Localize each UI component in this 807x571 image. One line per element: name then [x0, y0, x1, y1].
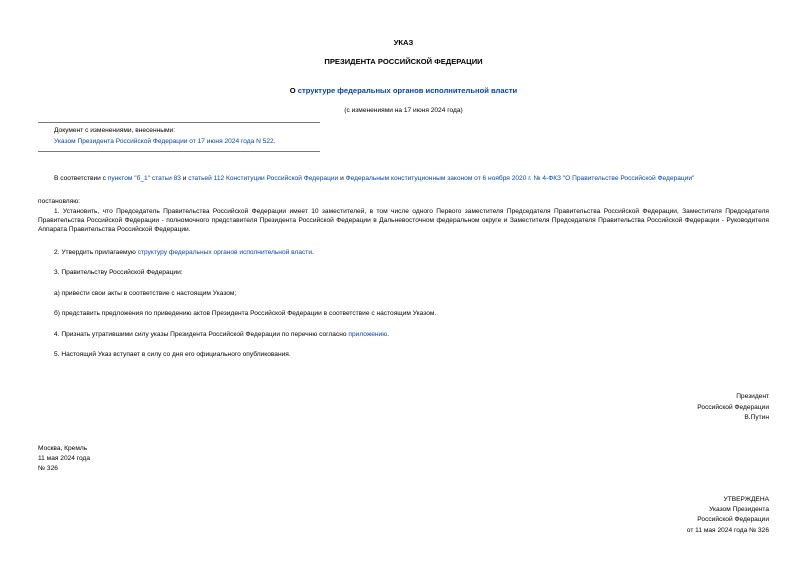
decree-issuer: ПРЕЗИДЕНТА РОССИЙСКОЙ ФЕДЕРАЦИИ — [324, 57, 483, 66]
subject-prefix: О — [289, 86, 298, 95]
preamble-link-article-83[interactable]: пунктом "б_1" статьи 83 — [107, 175, 181, 182]
item-2-end: . — [312, 249, 314, 256]
divider-top — [38, 122, 320, 123]
date: 11 мая 2024 года — [38, 455, 91, 462]
item-2-link[interactable]: структуру федеральных органов исполнительной власти — [137, 249, 312, 256]
approved-date: от 11 мая 2024 года № 326 — [686, 527, 769, 534]
decree-title: УКАЗ — [393, 38, 414, 47]
preamble-text-3: и — [338, 175, 346, 182]
approved-label: УТВЕРЖДЕНА — [723, 496, 769, 503]
changes-link[interactable]: Указом Президента Российской Федерации от 17 июня 2024 года N 522. — [54, 138, 276, 145]
amendment-note: (с изменениями на 17 июня 2024 года) — [344, 107, 463, 114]
item-5: 5. Настоящий Указ вступает в силу со дня его официального опубликования. — [54, 351, 291, 358]
subject-link[interactable]: структуре федеральных органов исполнительной власти — [297, 86, 518, 95]
preamble-link-fkz[interactable]: Федеральным конституционным законом от 6 ноября 2020 г. № 4-ФКЗ "О Правительстве Российской Федерации" — [345, 175, 695, 182]
approved-by: Указом Президента — [709, 506, 769, 513]
item-2 — [54, 248, 314, 257]
divider-bottom — [38, 151, 320, 152]
item-2-text: 2. Утвердить прилагаемую — [54, 249, 138, 256]
approved-org: Российской Федерации — [697, 516, 769, 523]
item-4-end: . — [387, 331, 390, 338]
preamble-text-1: В соответствии с — [54, 175, 108, 182]
preamble-link-article-112[interactable]: статьей 112 Конституции Российской Федерации — [188, 175, 339, 182]
decree-subject — [0, 86, 807, 95]
preamble-text-2: и — [180, 175, 189, 182]
item-4 — [54, 330, 389, 339]
item-3: 3. Правительству Российской Федерации: — [54, 269, 183, 276]
signature-org: Российской Федерации — [697, 404, 769, 411]
changes-label: Документ с изменениями, внесенными: — [54, 127, 176, 134]
signature-name: В.Путин — [744, 414, 769, 421]
decree-number: № 326 — [38, 465, 58, 472]
item-3a: а) привести свои акты в соответствие с настоящим Указом; — [54, 290, 237, 297]
signature-title: Президент — [736, 393, 769, 400]
place: Москва, Кремль — [38, 445, 88, 452]
preamble — [54, 174, 774, 183]
decree-word: постановляю: — [38, 198, 81, 205]
item-1: 1. Установить, что Председатель Правительства Российской Федерации имеет 10 заместителей, в том числе одного Первого заместителя Председателя Правительства Российской Федерации, Заместителя Председателя Правительства Российской Федерации - полномочного представителя Президента Российской Федерации в Дальневосточном федеральном округе и Заместителя Председателя Правительства Российской Федерации - Руководителя Аппарата Правительства Российской Федерации. — [38, 208, 769, 233]
item-3b: б) представить предложения по приведению актов Президента Российской Федерации в соответствие с настоящим Указом. — [54, 310, 437, 317]
item-4-link[interactable]: приложению — [348, 331, 388, 338]
item-4-text: 4. Признать утратившими силу указы Президента Российской Федерации по перечню согласно — [54, 331, 349, 338]
